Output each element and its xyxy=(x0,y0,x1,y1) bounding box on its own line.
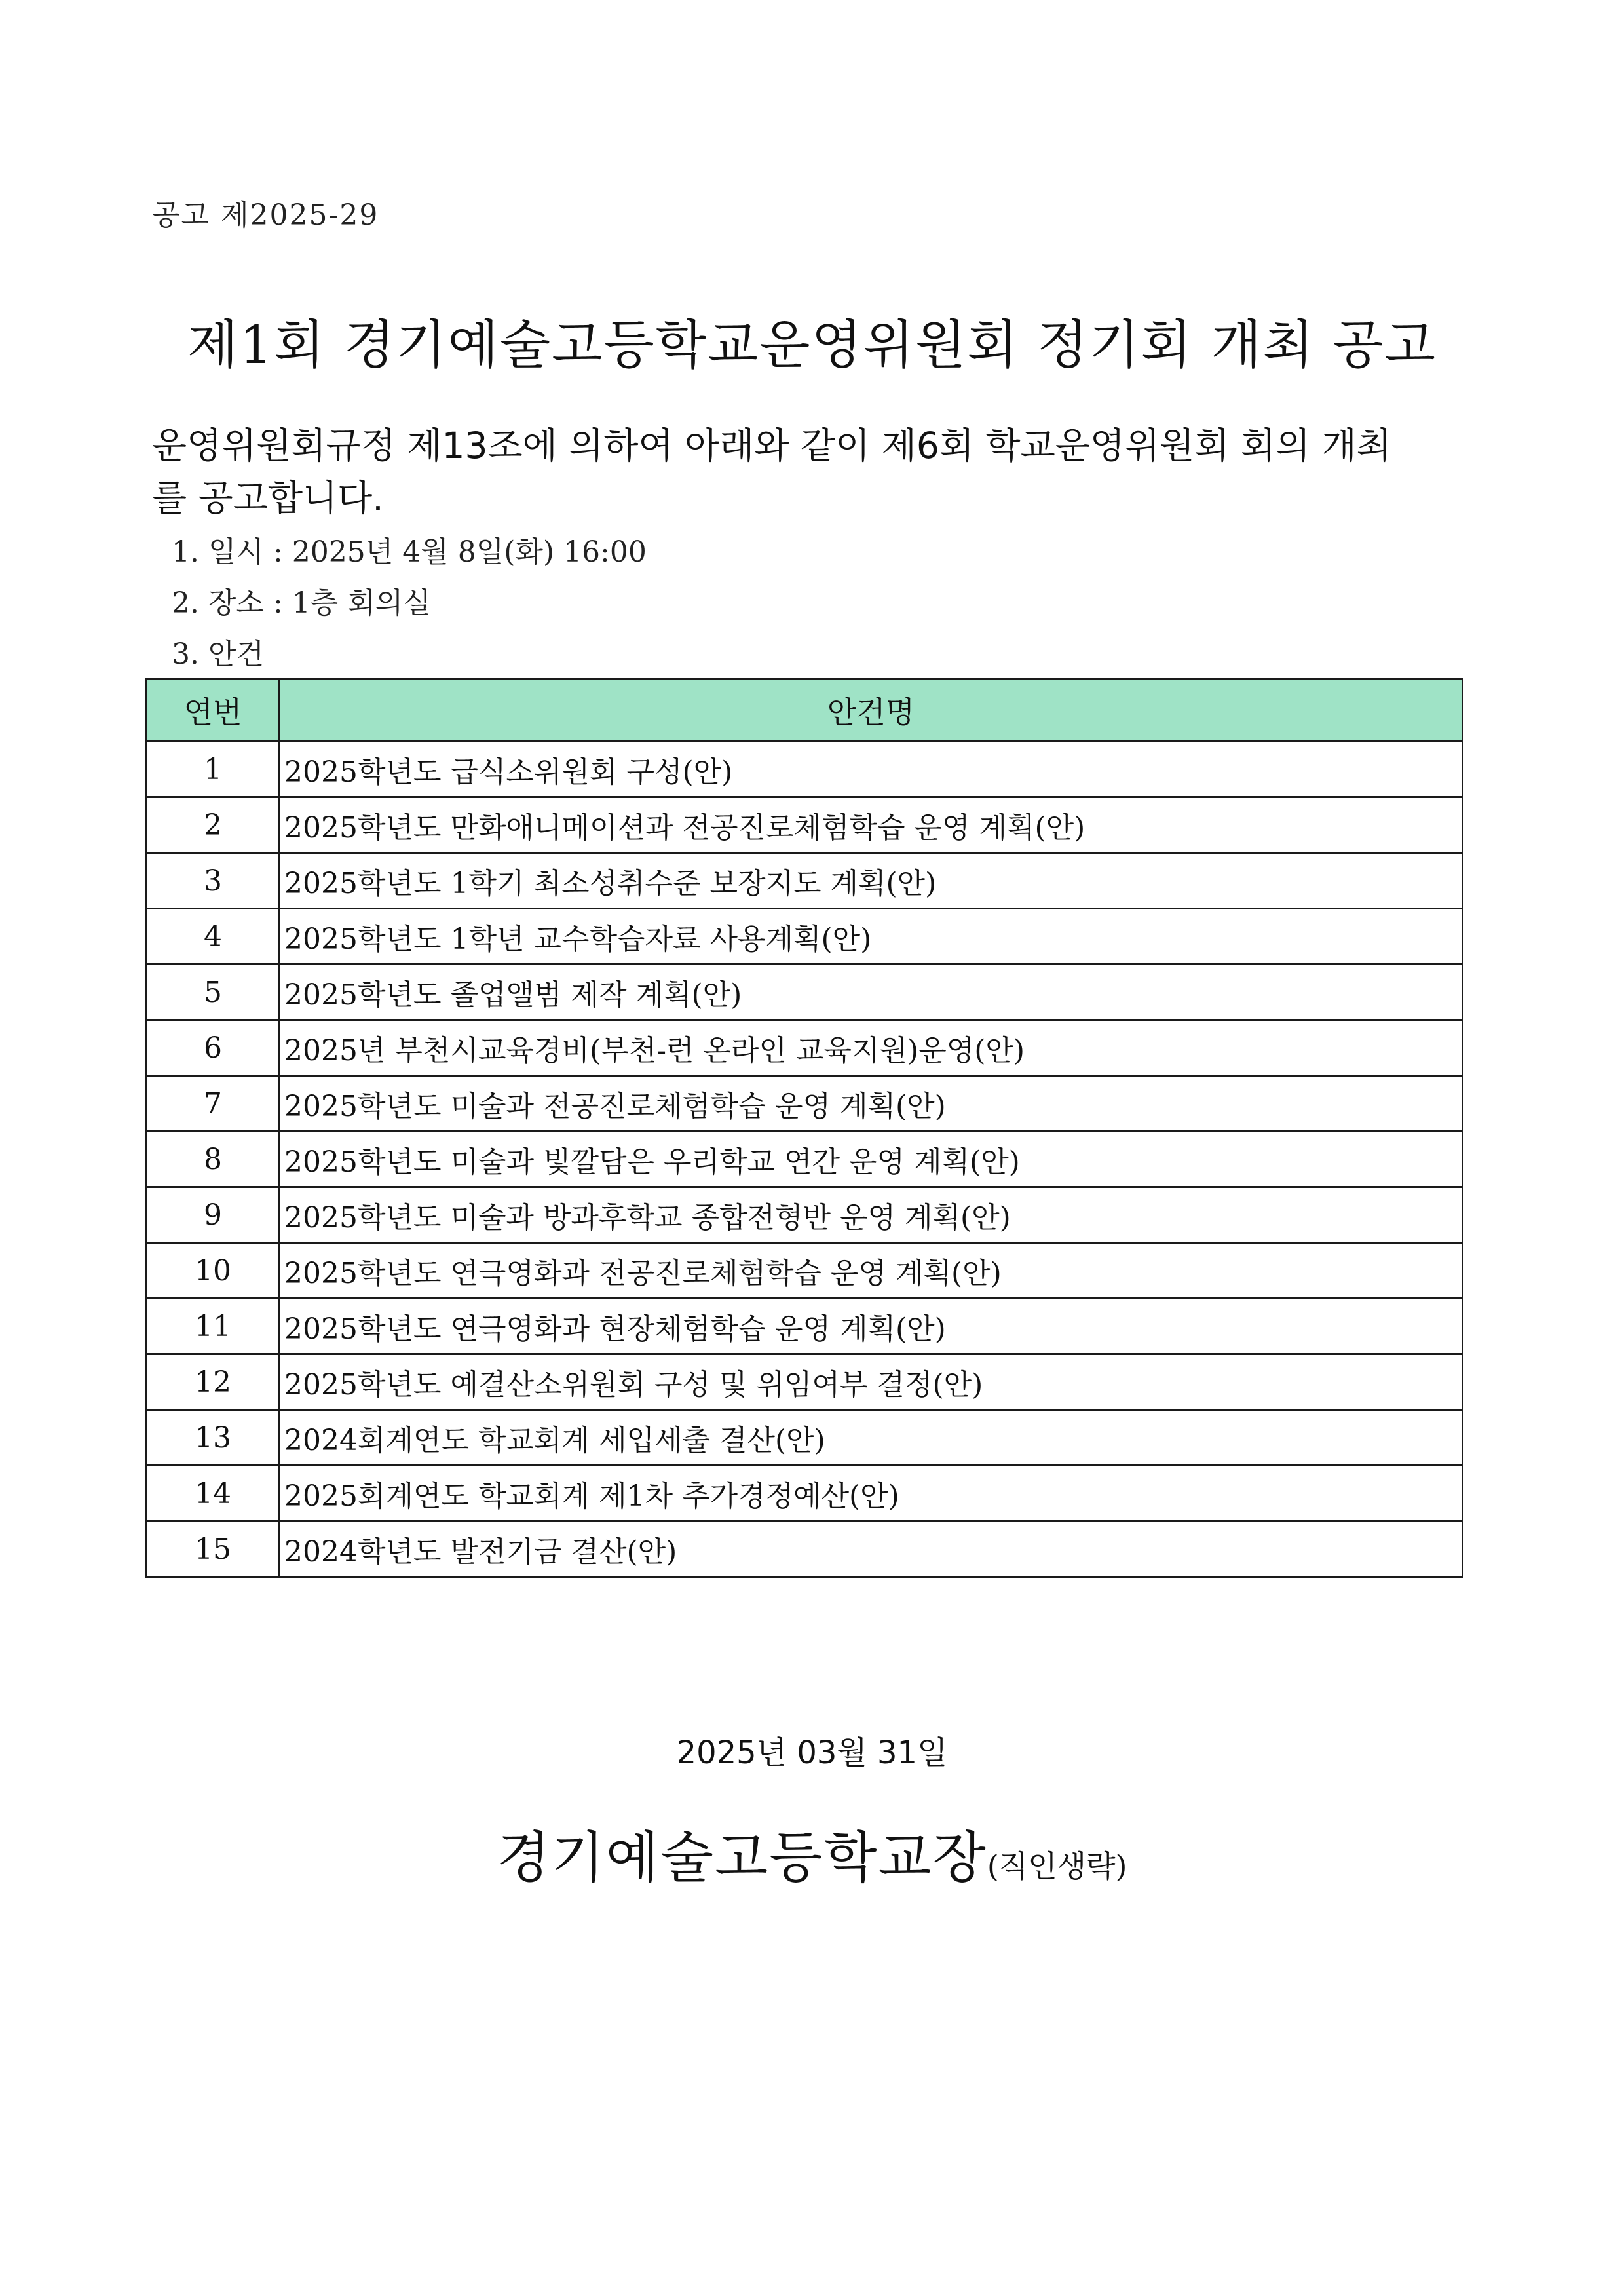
intro-line-1: 운영위원회규정 제13조에 의하여 아래와 같이 제6회 학교운영위원회 회의 개최 xyxy=(152,425,1391,467)
row-number: 4 xyxy=(147,909,280,965)
row-number: 5 xyxy=(147,965,280,1020)
row-title: 2025학년도 미술과 전공진로체험학습 운영 계획(안) xyxy=(280,1076,1463,1132)
row-number: 8 xyxy=(147,1132,280,1187)
agenda-table xyxy=(145,678,1463,1578)
row-title: 2025년 부천시교육경비(부천-런 온라인 교육지원)운영(안) xyxy=(280,1020,1463,1076)
row-number: 12 xyxy=(147,1354,280,1410)
notice-number: 공고 제2025-29 xyxy=(152,199,379,232)
row-title: 2025학년도 연극영화과 현장체험학습 운영 계획(안) xyxy=(280,1299,1463,1354)
row-number: 11 xyxy=(147,1299,280,1354)
table-row xyxy=(147,965,1463,1020)
table-row xyxy=(147,853,1463,909)
row-number: 14 xyxy=(147,1466,280,1521)
row-number: 9 xyxy=(147,1187,280,1243)
row-title: 2025학년도 미술과 방과후학교 종합전형반 운영 계획(안) xyxy=(280,1187,1463,1243)
agenda-heading: 3. 안건 xyxy=(172,638,264,671)
row-title: 2025학년도 예결산소위원회 구성 및 위임여부 결정(안) xyxy=(280,1354,1463,1410)
table-row xyxy=(147,1410,1463,1466)
row-title: 2025회계연도 학교회계 제1차 추가경정예산(안) xyxy=(280,1466,1463,1521)
signature-block xyxy=(0,1814,1624,1893)
signer-name: 경기예술고등학교장 xyxy=(497,1826,987,1890)
table-row xyxy=(147,742,1463,797)
row-number: 1 xyxy=(147,742,280,797)
header-number: 연번 xyxy=(147,679,280,742)
table-row xyxy=(147,1354,1463,1410)
row-number: 2 xyxy=(147,797,280,853)
table-row xyxy=(147,1299,1463,1354)
intro-line-2: 를 공고합니다. xyxy=(152,477,384,519)
agenda-table-header xyxy=(147,679,1463,742)
table-row xyxy=(147,1132,1463,1187)
table-row xyxy=(147,1187,1463,1243)
table-row xyxy=(147,797,1463,853)
row-number: 6 xyxy=(147,1020,280,1076)
meeting-date: 1. 일시 : 2025년 4월 8일(화) 16:00 xyxy=(172,535,647,569)
row-title: 2025학년도 급식소위원회 구성(안) xyxy=(280,742,1463,797)
row-number: 3 xyxy=(147,853,280,909)
table-row xyxy=(147,909,1463,965)
meeting-place: 2. 장소 : 1층 회의실 xyxy=(172,586,431,620)
row-title: 2025학년도 연극영화과 전공진로체험학습 운영 계획(안) xyxy=(280,1243,1463,1299)
announcement-date: 2025년 03월 31일 xyxy=(676,1734,948,1771)
row-number: 15 xyxy=(147,1521,280,1577)
table-row xyxy=(147,1466,1463,1521)
intro-paragraph xyxy=(152,419,1469,524)
row-title: 2025학년도 만화애니메이션과 전공진로체험학습 운영 계획(안) xyxy=(280,797,1463,853)
page-title: 제1회 경기예술고등학교운영위원회 정기회 개최 공고 xyxy=(187,315,1437,375)
table-row xyxy=(147,1020,1463,1076)
row-title: 2025학년도 미술과 빛깔담은 우리학교 연간 운영 계획(안) xyxy=(280,1132,1463,1187)
row-title: 2025학년도 1학년 교수학습자료 사용계획(안) xyxy=(280,909,1463,965)
row-number: 7 xyxy=(147,1076,280,1132)
table-row xyxy=(147,1521,1463,1577)
row-number: 10 xyxy=(147,1243,280,1299)
seal-note: (직인생략) xyxy=(987,1848,1127,1884)
row-number: 13 xyxy=(147,1410,280,1466)
table-row xyxy=(147,1076,1463,1132)
row-title: 2025학년도 졸업앨범 제작 계획(안) xyxy=(280,965,1463,1020)
header-title: 안건명 xyxy=(280,679,1463,742)
row-title: 2024학년도 발전기금 결산(안) xyxy=(280,1521,1463,1577)
row-title: 2024회계연도 학교회계 세입세출 결산(안) xyxy=(280,1410,1463,1466)
table-row xyxy=(147,1243,1463,1299)
row-title: 2025학년도 1학기 최소성취수준 보장지도 계획(안) xyxy=(280,853,1463,909)
